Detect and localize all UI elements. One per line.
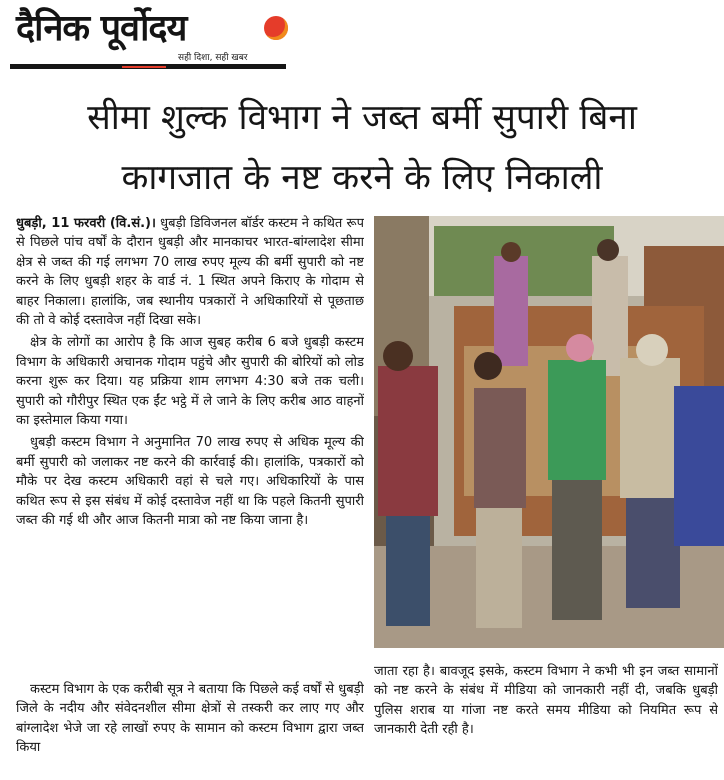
dateline: धुबड़ी, 11 फरवरी (वि.सं.)।	[16, 216, 156, 231]
paragraph-1	[16, 214, 364, 330]
paragraph-4: कस्टम विभाग के एक करीबी सूत्र ने बताया कि पिछले कई वर्षों से धुबड़ी जिले के नदीय और संवेदनशील सीमा क्षेत्रों से तस्करी कर लाए गए और बांग्लादेश भेजे जा रहे लाखों रुपए के सामान को कस्टम विभाग द्वारा जब्त किया	[16, 682, 364, 756]
article-column-right	[374, 662, 718, 772]
paragraph-1-text: धुबड़ी डिविजनल बॉर्डर कस्टम ने कथित रूप से पिछले पांच वर्षों के दौरान धुबड़ी और मानकाचर भारत-बांग्लादेश सीमा क्षेत्र से जब्त की गई लगभग 70 लाख रुपए मूल्य की बर्मी सुपारी को नष्ट करने के लिए धुबड़ी शहर के वार्ड नं. 1 स्थित अपने किराए के गोदाम से बाहर निकाला। हालांकि, जब स्थानीय पत्रकारों ने अधिकारियों से पूछताछ की तो वे कोई दस्तावेज नहीं दिखा सके।	[16, 216, 364, 329]
workers-loading-truck-photo	[374, 216, 724, 648]
newspaper-title: दैनिक पूर्वोदय	[16, 8, 187, 49]
newspaper-tagline: सही दिशा, सही खबर	[178, 53, 248, 63]
news-photo	[374, 216, 724, 648]
headline-line-2: कागजात के नष्ट करने के लिए निकाली	[121, 158, 603, 198]
masthead	[10, 6, 286, 72]
paragraph-2: क्षेत्र के लोगों का आरोप है कि आज सुबह करीब 6 बजे धुबड़ी कस्टम विभाग के अधिकारी अचानक गोदाम पहुंचे और सुपारी की बोरियों को लोड करना शुरू कर दिया। यह प्रक्रिया शाम लगभग 4:30 बजे तक चली। सुपारी को गौरीपुर स्थित एक ईंट भट्ठे में ले जाने के लिए करीब आठ वाहनों का इस्तेमाल किया गया।	[16, 335, 364, 429]
masthead-rule-accent	[122, 66, 166, 68]
article-column-left	[16, 214, 364, 674]
article-headline	[20, 88, 704, 208]
article-column-left-bottom	[16, 680, 364, 776]
paragraph-3: धुबड़ी कस्टम विभाग ने अनुमानित 70 लाख रुपए से अधिक मूल्य की बर्मी सुपारी को जलाकर नष्ट करने की कार्रवाई की। हालांकि, पत्रकारों को मौके पर देख कस्टम अधिकारी वहां से चले गए। अधिकारियों के पास कथित रूप से इस संबंध में कोई दस्तावेज नहीं था कि पहले कितनी सुपारी जब्त की गई थी और आज कितनी मात्रा को नष्ट किया जाना है।	[16, 435, 364, 529]
headline-line-1: सीमा शुल्क विभाग ने जब्त बर्मी सुपारी बिना	[87, 98, 637, 138]
paragraph-5: जाता रहा है। बावजूद इसके, कस्टम विभाग ने कभी भी इन जब्त सामानों को नष्ट करने के संबंध में मीडिया को जानकारी नहीं दी, जबकि धुबड़ी पुलिस शराब या गांजा नष्ट करते समय मीडिया को नियमित रूप से जानकारी देती रही है।	[374, 664, 718, 738]
logo-sun-icon	[264, 16, 288, 40]
